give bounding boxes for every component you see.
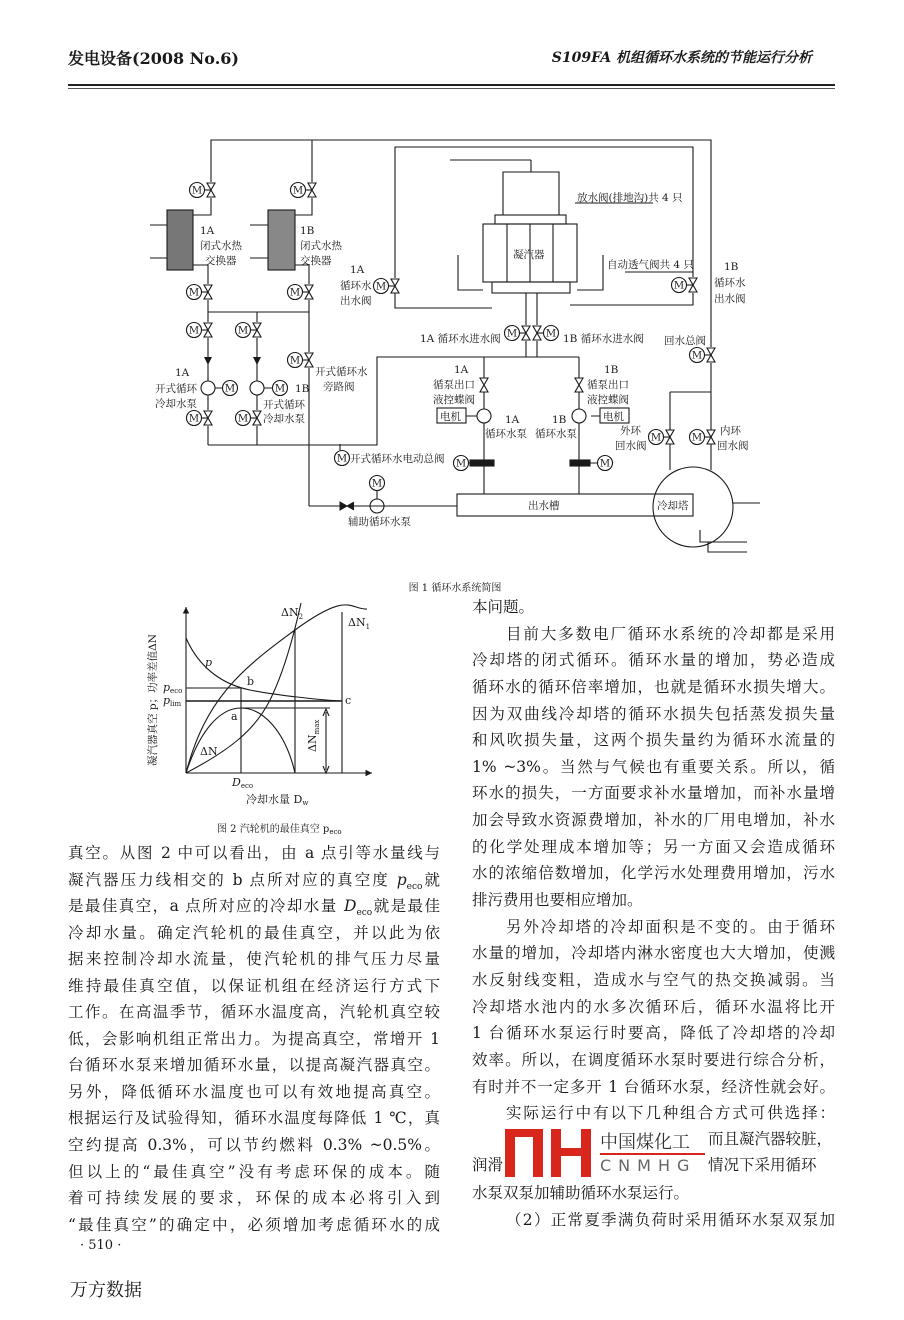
text-line: 本问题。 <box>472 598 535 616</box>
label-pump-1b-id: 1B <box>295 383 310 395</box>
label-outlet-1a-2: 出水阀 <box>340 295 372 307</box>
text-line: 的化学处理成本增加等；另一方面又会造成循环 <box>472 837 835 856</box>
label-point-b: b <box>247 675 255 688</box>
curve-delta-n <box>186 708 295 773</box>
x-axis-label: 冷却水量 Dw <box>246 793 309 807</box>
label-return-main: 回水总阀 <box>664 335 706 347</box>
page-number: · 510 · <box>80 1238 122 1253</box>
journal-header: 发电设备(2008 No.6) <box>68 49 239 68</box>
label-cwp-1b-id: 1B <box>552 414 567 426</box>
motor-symbol: M <box>289 355 301 367</box>
label-hx-1a-2: 交换器 <box>205 255 237 267</box>
text-line: 目前大多数电厂循环水系统的冷却都是采用 <box>506 624 835 643</box>
label-point-a: a <box>231 710 238 723</box>
check-valve-icon <box>253 357 261 365</box>
label-inner-return-2: 回水阀 <box>717 440 749 452</box>
motor-symbol: M <box>237 325 249 337</box>
text-line: 冷却塔水池内的水多次循环后，循环水温将比开 <box>472 997 835 1016</box>
motor-symbol: M <box>336 453 348 465</box>
text-line: 和风吹损失量，这两个损失量约为循环水流量的 <box>472 731 835 750</box>
text-line: 水量的增加，冷却塔内淋水密度也大大增加，使溅 <box>472 944 835 963</box>
text-line: 凝汽器压力线相交的 b 点所对应的真空度 $p_{eco}$就 <box>68 870 440 892</box>
label-motor-1a: 电机 <box>440 411 461 423</box>
label-hx-1a: 闭式水热 <box>200 240 242 252</box>
motor-symbol: M <box>188 325 200 337</box>
text-line: 有时并不一定多开 1 台循环水泵，经济性就会好。 <box>472 1077 835 1096</box>
label-cwp-1b: 循环水泵 <box>535 428 577 440</box>
label-bfv-1a-id: 1A <box>454 364 469 376</box>
label-bfv-1b-id: 1B <box>604 364 619 376</box>
watermark-logo <box>505 1128 705 1178</box>
text-line: 环水的损失，一方面要求补水量增加，而补水量增 <box>472 784 835 803</box>
label-d-eco: Deco <box>232 776 254 790</box>
motor-symbol: M <box>545 328 557 340</box>
label-main-valve: 开式循环水电动总阀 <box>350 453 445 465</box>
check-valve-icon <box>340 502 354 510</box>
text-line: 工作。在高温季节，循环水温度高，汽轮机真空较 <box>68 1003 440 1022</box>
label-drain-valves: 放水阀(排地沟)共 4 只 <box>577 192 683 204</box>
text-line: 真空。从图 2 中可以看出，由 a 点引等水量线与 <box>68 844 440 862</box>
motor-symbol: M <box>673 280 685 292</box>
text-line: 据来控制冷却水流量，使汽轮机的排气压力尽量 <box>68 950 440 969</box>
valve-icon <box>575 378 583 392</box>
label-pump-1a-2: 冷却水泵 <box>155 398 197 410</box>
text-line: 循环水的循环倍率增加，也就是循环水损失增大。 <box>472 677 835 696</box>
article-running-title: S109FA 机组循环水系统的节能运行分析 <box>551 50 812 66</box>
text-fragment: 而且凝汽器较脏， <box>708 1130 833 1148</box>
source-watermark: 万方数据 <box>70 1280 142 1301</box>
figure-1-caption: 图 1 循环水系统简图 <box>408 583 502 594</box>
text-line: 实际运行中有以下几种组合方式可供选择： <box>506 1104 835 1123</box>
label-cwp-1a-id: 1A <box>505 414 520 426</box>
text-line: 空约提高 0.3%，可以节约燃料 0.3% ~0.5%。 <box>68 1136 440 1155</box>
label-hx-1b-id: 1B <box>300 225 315 237</box>
mh-logo-icon <box>505 1128 595 1178</box>
text-line: 水反射线变粗，造成水与空气的热交换减弱。当 <box>472 970 835 989</box>
watermark-divider <box>600 1153 705 1155</box>
label-condenser: 凝汽器 <box>513 249 545 261</box>
label-outlet-1a: 循环水 <box>340 280 372 292</box>
motor-symbol: M <box>188 287 200 299</box>
check-valve-icon <box>204 357 212 365</box>
label-bfv-1a: 循泵出口 <box>433 379 475 391</box>
label-curve-p: p <box>205 656 213 669</box>
text-line: 是最佳真空，a 点所对应的冷却水量 $D_{eco}$就是最佳 <box>68 897 440 919</box>
label-pump-1a-id: 1A <box>175 367 190 379</box>
text-line: 冷却塔的闭式循环。循环水量的增加，势必造成 <box>472 651 835 670</box>
text-line: “最佳真空”的确定中，必须增加考虑循环水的成 <box>68 1215 440 1234</box>
text-line: 另外，降低循环水温度也可以有效地提高真空。 <box>68 1082 440 1101</box>
motor-symbol: M <box>274 383 286 395</box>
motor-symbol: M <box>375 281 387 293</box>
label-vent-valves: 自动透气阀共 4 只 <box>607 259 694 271</box>
label-inner-return: 内环 <box>720 425 741 437</box>
label-p-lim: plim <box>163 694 182 708</box>
text-fragment: 情况下采用循环 <box>708 1156 817 1174</box>
text-line: 另外冷却塔的冷却面积是不变的。由于循环 <box>506 917 835 936</box>
text-line: 水的浓缩倍数增加，化学污水处理费用增加，污水 <box>472 864 835 883</box>
y-axis-label: 凝汽器真空 p；功率差值ΔN <box>147 634 159 766</box>
motor-symbol: M <box>455 458 467 470</box>
label-hx-1b-2: 交换器 <box>300 255 332 267</box>
motor-symbol: M <box>188 413 200 425</box>
body-text-left-column <box>68 840 440 1238</box>
motor-symbol: M <box>371 478 383 490</box>
label-outlet-tank: 出水槽 <box>528 500 560 512</box>
label-motor-1b: 电机 <box>603 411 624 423</box>
label-cooling-tower: 冷却塔 <box>657 500 689 512</box>
text-line: 但以上的“最佳真空”没有考虑环保的成本。随 <box>68 1162 440 1181</box>
line-p-eco <box>186 688 241 773</box>
label-inlet-1b: 1B 循环水进水阀 <box>563 333 644 345</box>
text-line: 水泵双泵加辅助循环水泵运行。 <box>472 1184 690 1203</box>
label-hx-1a-id: 1A <box>200 225 215 237</box>
arrow-delta-n-max <box>323 709 329 773</box>
label-inlet-1a: 1A 循环水进水阀 <box>420 333 501 345</box>
figure-2-caption: 图 2 汽轮机的最佳真空 $p_{eco}$ <box>217 824 342 836</box>
label-pump-1b-2: 冷却水泵 <box>263 413 305 425</box>
motor-symbol: M <box>237 413 249 425</box>
motor-symbol: M <box>289 287 301 299</box>
motor-symbol: M <box>292 185 304 197</box>
text-line: 冷却水量。确定汽轮机的最佳真空，并以此为依 <box>68 923 440 942</box>
label-dn1: $\Delta N_1$ <box>348 616 371 631</box>
label-cwp-1a: 循环水泵 <box>485 428 527 440</box>
text-fragment: 润滑 <box>472 1156 504 1174</box>
label-p-eco: peco <box>163 681 183 695</box>
motor-symbol: M <box>506 328 518 340</box>
motor-symbol: M <box>691 350 703 362</box>
label-bfv-1b-2: 液控蝶阀 <box>587 394 629 406</box>
text-line: 低，会影响机组正常出力。为提高真空，常增开 1 <box>68 1029 440 1048</box>
label-bypass: 开式循环水 <box>315 366 368 378</box>
text-line: （2）正常夏季满负荷时采用循环水泵双泵加 <box>506 1210 835 1229</box>
label-outer-return-2: 回水阀 <box>615 440 647 452</box>
label-outer-return: 外环 <box>620 425 641 437</box>
label-pump-1b: 开式循环 <box>263 399 305 411</box>
watermark-name-en: CNMHG <box>600 1156 697 1175</box>
label-hx-1b: 闭式水热 <box>300 240 342 252</box>
text-line: 维持最佳真空值，以保证机组在经济运行方式下 <box>68 976 440 995</box>
label-outlet-1b-id: 1B <box>724 261 739 273</box>
text-line: 排污费用也要相应增加。 <box>472 891 643 910</box>
text-line: 1% ~3%。当然与气候也有重要关系。所以，循 <box>472 757 835 776</box>
curve-delta-n2 <box>186 603 304 773</box>
motor-symbol: M <box>599 458 611 470</box>
label-aux-pump: 辅助循环水泵 <box>348 516 411 528</box>
label-dn2: $\Delta N_2$ <box>281 606 304 621</box>
label-outlet-1a-id: 1A <box>350 264 365 276</box>
label-outlet-1b-2: 出水阀 <box>714 293 746 305</box>
text-line: 效率。所以，在调度循环水泵时要进行综合分析， <box>472 1050 835 1069</box>
text-line: 着可持续发展的要求，环保的成本必将引入到 <box>68 1189 440 1208</box>
label-bypass-2: 旁路阀 <box>323 381 355 393</box>
label-point-c: c <box>345 694 352 707</box>
figure-1-labels <box>155 191 749 594</box>
motor-symbol: M <box>224 383 236 395</box>
valve-icon <box>480 378 488 392</box>
figure-1-circulating-water-diagram <box>0 0 904 600</box>
text-line: 台循环水泵来增加循环水量，以提高凝汽器真空。 <box>68 1056 440 1075</box>
label-dn-max: $\Delta N_{max}$ <box>306 719 321 752</box>
motor-symbol: M <box>691 432 703 444</box>
label-outlet-1b: 循环水 <box>714 277 746 289</box>
motor-symbol: M <box>650 432 662 444</box>
label-pump-1a: 开式循环 <box>155 383 197 395</box>
curve-p <box>186 638 342 701</box>
text-line: 因为双曲线冷却塔的循环水损失包括蒸发损失量 <box>472 704 835 723</box>
text-line: 1 台循环水泵运行时要高，降低了冷却塔的冷却 <box>472 1024 835 1043</box>
text-line: 加会导致水资源费增加，补水的厂用电增加，补水 <box>472 811 835 830</box>
label-bfv-1a-2: 液控蝶阀 <box>433 394 475 406</box>
text-line: 根据运行及试验得知，循环水温度每降低 1 ℃，真 <box>68 1109 440 1128</box>
curve-delta-n1 <box>186 605 367 773</box>
label-dn: ΔN <box>200 745 218 758</box>
motor-symbol: M <box>191 185 203 197</box>
watermark-name-cn: 中国煤化工 <box>600 1132 690 1153</box>
label-bfv-1b: 循泵出口 <box>587 379 629 391</box>
